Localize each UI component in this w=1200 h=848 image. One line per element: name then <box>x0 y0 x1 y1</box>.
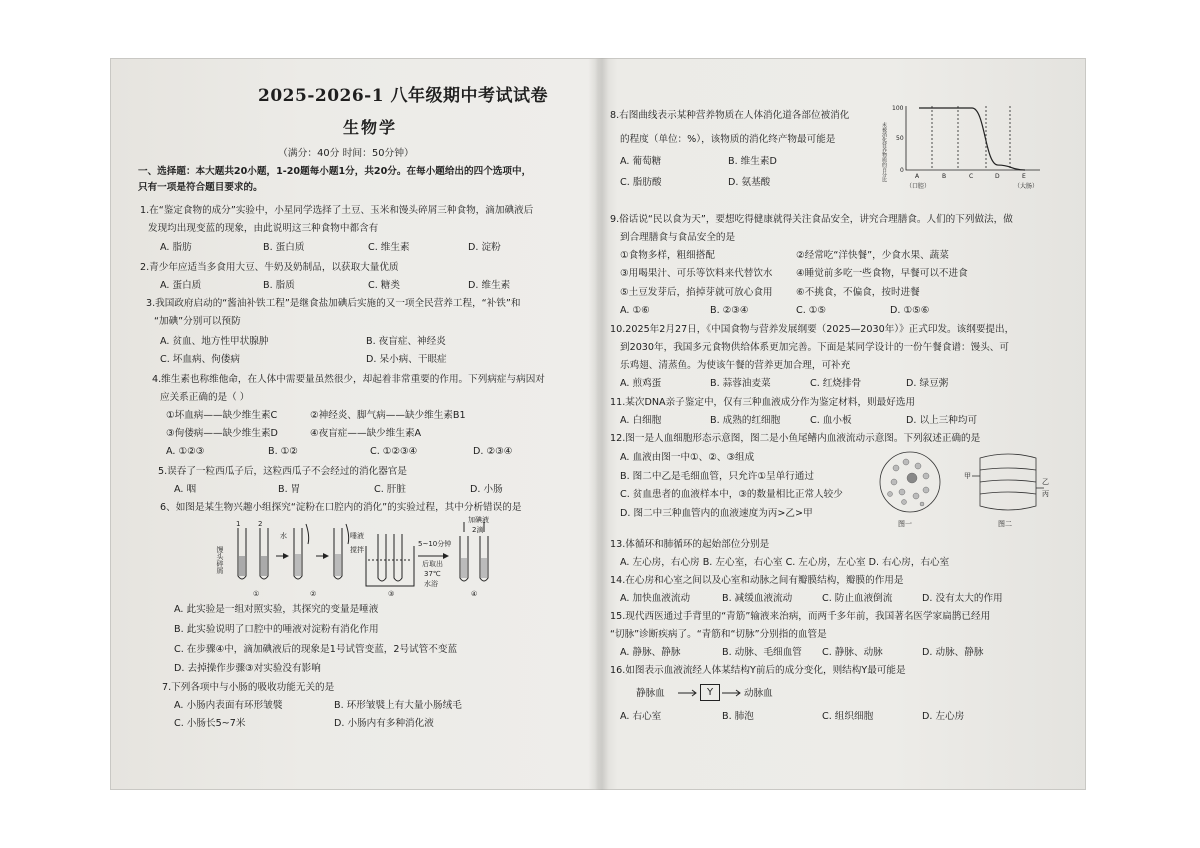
q4-statement-3: ③佝偻病——缺少维生素D <box>166 428 278 439</box>
q2-option-c: C. 糖类 <box>368 280 400 291</box>
q15-option-d: D. 动脉、静脉 <box>922 647 984 658</box>
q10-option-a: A. 煎鸡蛋 <box>620 378 662 389</box>
q3-stem: 3.我国政府启动的“酱油补铁工程”是继食盐加碘后实施的又一项全民营养工程，“补铁”和 <box>146 298 521 309</box>
q9-option-c: C. ①⑤ <box>796 305 826 316</box>
q9-option-d: D. ①⑤⑥ <box>890 305 930 316</box>
step-1-label: ① <box>253 590 260 598</box>
q8-digestion-chart <box>882 102 1044 194</box>
mantou-label: 馒头碎屑 <box>216 546 224 574</box>
q16-output-label: 动脉血 <box>744 688 773 699</box>
figure-1-caption: 图一 <box>898 520 912 528</box>
stir-label: 搅拌 <box>350 546 364 554</box>
q4-statement-4: ④夜盲症——缺少维生素A <box>310 428 422 439</box>
q2-option-b: B. 脂质 <box>263 280 295 291</box>
q9-statement-4: ④睡觉前多吃一些食物，早餐可以不进食 <box>796 268 968 279</box>
q8-option-d: D. 氨基酸 <box>728 177 771 188</box>
x-tick-d: D <box>995 173 1000 180</box>
q16-input-label: 静脉血 <box>636 688 665 699</box>
q9-statement-5: ⑤土豆发芽后，掐掉芽就可放心食用 <box>620 287 773 298</box>
q6-experiment-diagram <box>218 516 518 598</box>
q6-option-b: B. 此实验说明了口腔中的唾液对淀粉有消化作用 <box>174 624 379 635</box>
take-out-label: 后取出 <box>422 560 443 568</box>
q4-option-b: B. ①② <box>268 446 298 457</box>
q2-option-d: D. 维生素 <box>468 280 511 291</box>
q7-stem: 7.下列各项中与小肠的吸收功能无关的是 <box>162 682 335 693</box>
q2-option-a: A. 蛋白质 <box>160 280 202 291</box>
q9-statement-1: ①食物多样，粗细搭配 <box>620 250 715 261</box>
q2-stem: 2.青少年应适当多食用大豆、牛奶及奶制品，以获取大量优质 <box>140 262 399 273</box>
chart-y-axis-label: 未被消化营养物质的百分比 <box>881 122 887 182</box>
q7-option-c: C. 小肠长5~7米 <box>174 718 246 729</box>
q6-option-a: A. 此实验是一组对照实验，其探究的变量是唾液 <box>174 604 379 615</box>
q10-stem-3: 乐鸡翅、清蒸鱼。为使该午餐的营养更加合理，可补充 <box>620 360 851 371</box>
q8-stem: 8.右图曲线表示某种营养物质在人体消化道各部位被消化 <box>610 110 850 121</box>
exam-title: 2025-2026-1 八年级期中考试试卷 <box>258 86 548 106</box>
q5-option-a: A. 咽 <box>174 484 197 495</box>
x-tick-e: E <box>1022 173 1026 180</box>
q9-option-a: A. ①⑥ <box>620 305 650 316</box>
q12-option-c: C. 贫血患者的血液样本中，③的数量相比正常人较少 <box>620 489 843 500</box>
q11-option-d: D. 以上三种均可 <box>906 415 978 426</box>
q1-option-c: C. 维生素 <box>368 242 410 253</box>
q11-option-c: C. 血小板 <box>810 415 852 426</box>
q5-option-b: B. 胃 <box>278 484 301 495</box>
iodine-drops-label: 2滴 <box>472 526 484 534</box>
q4-option-c: C. ①②③④ <box>370 446 418 457</box>
section-intro-2: 只有一项是符合题目要求的。 <box>138 182 263 193</box>
x-tick-b: B <box>942 173 947 180</box>
q4-option-d: D. ②③④ <box>473 446 513 457</box>
q1-option-d: D. 淀粉 <box>468 242 501 253</box>
q8-option-a: A. 葡萄糖 <box>620 156 662 167</box>
q5-option-c: C. 肝脏 <box>374 484 406 495</box>
q16-option-d: D. 左心房 <box>922 711 965 722</box>
saliva-label: 唾液 <box>350 532 364 540</box>
q1-stem: 1.在“鉴定食物的成分”实验中，小星同学选择了土豆、玉米和馒头碎屑三种食物，滴加碘液后 <box>140 205 534 216</box>
q7-option-a: A. 小肠内表面有环形皱襞 <box>174 700 283 711</box>
q14-option-a: A. 加快血液流动 <box>620 593 691 604</box>
q14-option-c: C. 防止血液倒流 <box>822 593 893 604</box>
q14-option-b: B. 减缓血液流动 <box>722 593 793 604</box>
vessel-jia-label: 甲 <box>964 472 971 480</box>
exam-subject: 生物学 <box>343 118 398 137</box>
q14-option-d: D. 没有太大的作用 <box>922 593 1003 604</box>
q1-option-a: A. 脂肪 <box>160 242 192 253</box>
section-intro: 一、选择题：本大题共20小题，1-20题每小题1分，共20分。在每小题给出的四个选项中， <box>138 166 532 177</box>
q16-structure-y-box: Y <box>700 684 720 701</box>
q9-stem: 9.俗话说“民以食为天”，要想吃得健康就得关注食品安全，讲究合理膳食。人们的下列做法，做 <box>610 214 1013 225</box>
q1-option-b: B. 蛋白质 <box>263 242 305 253</box>
q12-option-b: B. 图二中乙是毛细血管，只允许①呈单行通过 <box>620 471 814 482</box>
step-3-label: ③ <box>388 590 395 598</box>
q11-option-a: A. 白细胞 <box>620 415 662 426</box>
temp-label: 37℃ <box>424 570 441 578</box>
step-2-label: ② <box>310 590 317 598</box>
q9-stem-2: 到合理膳食与食品安全的是 <box>620 232 736 243</box>
q7-option-b: B. 环形皱襞上有大量小肠绒毛 <box>334 700 462 711</box>
chart-axes <box>906 106 1040 170</box>
q6-option-c: C. 在步骤④中，滴加碘液后的现象是1号试管变蓝，2号试管不变蓝 <box>174 644 458 655</box>
q3-option-b: B. 夜盲症、神经炎 <box>366 336 446 347</box>
q12-stem: 12.图一是人血细胞形态示意图，图二是小鱼尾鳍内血液流动示意图。下列叙述正确的是 <box>610 433 981 444</box>
q9-statement-2: ②经常吃“洋快餐”，少食水果、蔬菜 <box>796 250 949 261</box>
vessel-bing-label: 丙 <box>1042 490 1049 498</box>
q3-stem-2: “加碘”分别可以预防 <box>154 316 241 327</box>
time-label: 5~10分钟 <box>418 540 452 548</box>
q13-options: A. 左心房，右心房 B. 左心室，右心室 C. 左心房，左心室 D. 右心房，右心室 <box>620 557 950 568</box>
q16-stem: 16.如图表示血液流经人体某结构Y前后的成分变化，则结构Y最可能是 <box>610 665 906 676</box>
q9-statement-6: ⑥不挑食，不偏食，按时进餐 <box>796 287 920 298</box>
q5-option-d: D. 小肠 <box>470 484 503 495</box>
q12-blood-figures <box>876 448 1052 530</box>
q11-stem: 11.某次DNA亲子鉴定中，仅有三种血液成分作为鉴定材料，则最好选用 <box>610 397 916 408</box>
q15-stem-2: “切脉”诊断疾病了。“青筋和“切脉”分别指的血管是 <box>610 629 827 640</box>
q10-stem: 10.2025年2月27日，《中国食物与营养发展纲要（2025—2030年）》正式印发。该纲要提出， <box>610 324 1015 335</box>
q3-option-c: C. 坏血病、佝偻病 <box>160 354 240 365</box>
tube-label-2: 2 <box>258 520 263 528</box>
q15-stem: 15.现代西医通过手背里的“青筋”输液来治病，而两千多年前，我国著名医学家扁鹊已经用 <box>610 611 991 622</box>
tube-label-1: 1 <box>236 520 241 528</box>
q10-option-c: C. 红烧排骨 <box>810 378 862 389</box>
y-tick-0: 0 <box>900 167 904 174</box>
x-tick-c: C <box>969 173 974 180</box>
q15-option-c: C. 静脉、动脉 <box>822 647 883 658</box>
bath-label: 水浴 <box>424 580 438 588</box>
q11-option-b: B. 成熟的红细胞 <box>710 415 781 426</box>
q9-statement-3: ③用喝果汁、可乐等饮料来代替饮水 <box>620 268 773 279</box>
y-tick-50: 50 <box>896 135 904 142</box>
water-label: 水 <box>280 532 287 540</box>
page-fold <box>595 58 609 790</box>
step-4-label: ④ <box>471 590 478 598</box>
x-note-mouth: （口腔） <box>906 183 931 190</box>
fish-tail-diagram <box>980 454 1036 510</box>
q8-stem-2: 的程度（单位：%），该物质的消化终产物最可能是 <box>620 134 836 145</box>
q4-option-a: A. ①②③ <box>166 446 205 457</box>
q6-option-d: D. 去掉操作步骤③对实验没有影响 <box>174 663 321 674</box>
q12-option-d: D. 图二中三种血管内的血液速度为丙>乙>甲 <box>620 508 813 519</box>
q16-arrow-out-icon <box>722 688 742 698</box>
q12-option-a: A. 血液由图一中①、②、③组成 <box>620 452 755 463</box>
q10-option-d: D. 绿豆粥 <box>906 378 949 389</box>
q8-option-c: C. 脂肪酸 <box>620 177 662 188</box>
q4-statement-1: ①坏血病——缺少维生素C <box>166 410 278 421</box>
q9-option-b: B. ②③④ <box>710 305 749 316</box>
x-tick-a: A <box>915 173 920 180</box>
q16-arrow-in-icon <box>678 688 698 698</box>
q6-stem: 6、如图是某生物兴趣小组探究“淀粉在口腔内的消化”的实验过程，其中分析错误的是 <box>160 502 522 513</box>
q4-statement-2: ②神经炎、脚气病——缺少维生素B1 <box>310 410 466 421</box>
exam-meta: （满分：40分 时间：50分钟） <box>278 148 414 159</box>
digestion-curve <box>919 108 1025 170</box>
q10-option-b: B. 蒜蓉油麦菜 <box>710 378 771 389</box>
iodine-label: 加碘液 <box>468 516 489 524</box>
q3-option-a: A. 贫血、地方性甲状腺肿 <box>160 336 269 347</box>
q13-stem: 13.体循环和肺循环的起始部位分别是 <box>610 539 770 550</box>
q5-stem: 5.误吞了一粒西瓜子后，这粒西瓜子不会经过的消化器官是 <box>158 466 407 477</box>
q16-option-b: B. 肺泡 <box>722 711 754 722</box>
q8-option-b: B. 维生素D <box>728 156 777 167</box>
q15-option-b: B. 动脉、毛细血管 <box>722 647 802 658</box>
q10-stem-2: 到2030年，我国多元食物供给体系更加完善。下面是某同学设计的一份午餐食谱：馒头、可 <box>620 342 1009 353</box>
q4-stem: 4.维生素也称维他命，在人体中需要量虽然很少，却起着非常重要的作用。下列病症与病因对 <box>152 374 545 385</box>
q3-option-d: D. 呆小病、干眼症 <box>366 354 447 365</box>
vessel-yi-label: 乙 <box>1042 478 1049 486</box>
scanned-exam-sheet <box>110 58 1086 790</box>
x-note-large-intestine: （大肠） <box>1014 183 1039 190</box>
q4-stem-2: 应关系正确的是（ ） <box>160 392 250 403</box>
q14-stem: 14.在心房和心室之间以及心室和动脉之间有瓣膜结构，瓣膜的作用是 <box>610 575 904 586</box>
q16-option-c: C. 组织细胞 <box>822 711 874 722</box>
q1-stem-2: 发现均出现变蓝的现象，由此说明这三种食物中都含有 <box>148 223 379 234</box>
q7-option-d: D. 小肠内有多种消化液 <box>334 718 434 729</box>
figure-2-caption: 图二 <box>998 520 1012 528</box>
q16-option-a: A. 右心室 <box>620 711 662 722</box>
q15-option-a: A. 静脉、静脉 <box>620 647 681 658</box>
y-tick-100: 100 <box>892 105 904 112</box>
